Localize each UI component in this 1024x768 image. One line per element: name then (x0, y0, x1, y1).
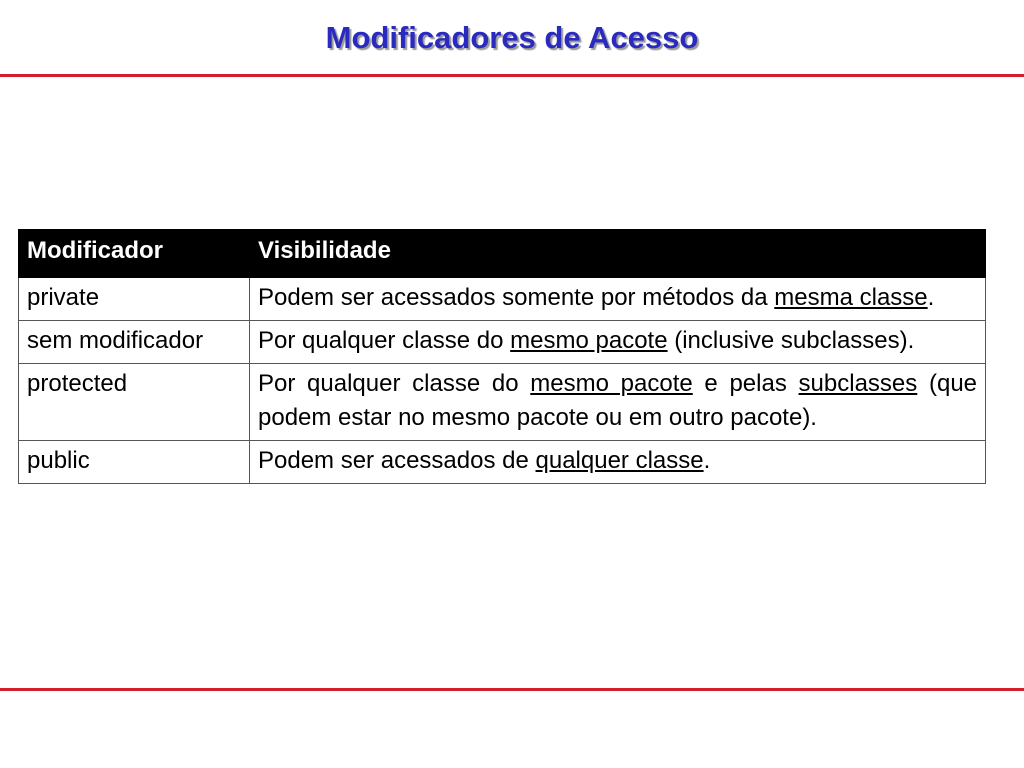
visibility-text: Podem ser acessados somente por métodos da (258, 284, 775, 311)
underlined-term: mesmo pacote (530, 370, 693, 397)
visibility-text: Por qualquer classe do (258, 370, 531, 397)
visibility-cell (250, 321, 986, 364)
slide-title: Modificadores de Acesso (325, 20, 699, 55)
visibility-text: Podem ser acessados de (258, 447, 536, 474)
modifier-cell: private (19, 278, 250, 321)
underlined-term: qualquer classe (535, 447, 704, 474)
table-row (19, 278, 986, 321)
modifier-cell: sem modificador (19, 321, 250, 364)
header-visibility: Visibilidade (250, 230, 986, 278)
modifier-cell: public (19, 441, 250, 484)
table-body (19, 278, 986, 484)
underlined-term: mesma classe (774, 284, 928, 311)
visibility-cell (250, 441, 986, 484)
visibility-text: . (703, 447, 711, 474)
underlined-term: subclasses (798, 370, 918, 397)
header-modifier: Modificador (19, 230, 250, 278)
visibility-text: . (927, 284, 935, 311)
table-row (19, 441, 986, 484)
access-modifiers-table (18, 229, 986, 484)
table-row (19, 364, 986, 441)
table-header-row (19, 230, 986, 278)
visibility-text: Por qualquer classe do (258, 327, 511, 354)
table-row (19, 321, 986, 364)
visibility-text: (que podem estar no mesmo pacote ou em outro pacote). (258, 370, 978, 431)
underlined-term: mesmo pacote (510, 327, 668, 354)
visibility-text: (inclusive subclasses). (667, 327, 915, 354)
bottom-divider (0, 688, 1024, 691)
top-divider (0, 74, 1024, 77)
modifier-cell: protected (19, 364, 250, 441)
visibility-cell (250, 364, 986, 441)
visibility-cell (250, 278, 986, 321)
visibility-text: e pelas (692, 370, 799, 397)
